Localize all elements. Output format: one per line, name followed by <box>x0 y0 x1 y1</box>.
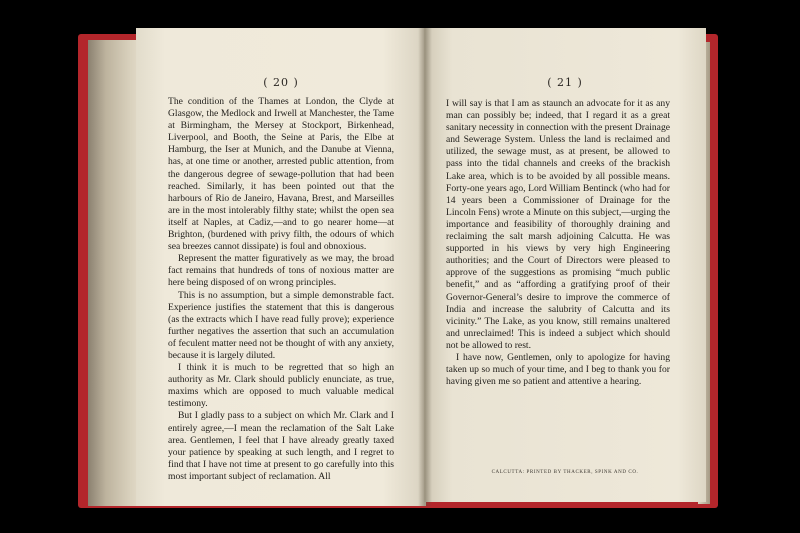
paragraph: Represent the matter figuratively as we may, the broad fact remains that hundreds of tons of noxious matter are here being disposed of on wrong principles. <box>168 253 394 289</box>
paragraph: But I gladly pass to a subject on which Mr. Clark and I entirely agree,—I mean the reclamation of the Salt Lake area. Gentlemen, I feel that I have already greatly taxed your patience by speaking at such length, and I regret to find that I have not time at present to go carefully into this most important subject of reclamation. All <box>168 410 394 482</box>
page-number-left: ( 20 ) <box>263 76 299 89</box>
printer-colophon: CALCUTTA: PRINTED BY THACKER, SPINK AND CO. <box>491 470 639 475</box>
left-page <box>136 28 426 506</box>
right-page <box>424 28 706 502</box>
paragraph: I think it is much to be regretted that so high an authority as Mr. Clark should publicly enunciate, as true, maxims which are opposed to much valuable medical testimony. <box>168 362 394 410</box>
paragraph: This is no assumption, but a simple demonstrable fact. Experience justifies the statement that this is dangerous (as the extracts which I have read fully prove); experience further negatives the assertion that such an accumulation of feculent matter need not be thought of with any anxiety, because it is largely diluted. <box>168 289 394 361</box>
book-gutter <box>418 28 432 506</box>
paragraph: The condition of the Thames at London, the Clyde at Glasgow, the Medlock and Irwell at Manchester, the Tame at Birmingham, the Mersey at Stockport, Birkenhead, Liverpool, and Booth, the Seine at Paris, the Elbe at Hamburg, the Iser at Munich, and the Danube at Vienna, has, at one time or another, arrested public attention, from the dangerous degree of sewage-pollution that had been reached. Similarly, it has been pointed out that the harbours of Rio de Janeiro, Havana, Brest, and Marseilles are in the most intolerably filthy state; whilst the open sea itself at Naples, at Cadiz,—and to go nearer home—at Brighton, (burdened with privy filth, the odours of which sea breezes cannot dissipate) is foul and obnoxious. <box>168 96 394 253</box>
right-page-text <box>446 98 670 388</box>
page-number-right: ( 21 ) <box>547 76 583 89</box>
left-page-text <box>168 96 394 483</box>
paragraph: I will say is that I am as staunch an advocate for it as any man can possibly be; indeed, that I regard it as a great sanitary necessity in connection with the present Drainage and Sewerage System. Unless the land is reclaimed and utilized, the sewage must, as at present, be allowed to pass into the tidal channels and creeks of the brackish Lake area, which is to be avoided by all possible means. Forty-one years ago, Lord William Bentinck (who had for 14 years been a Commissioner of Drainage for the Lincoln Fens) wrote a Minute on this subject,—urging the importance and feasibility of thoroughly draining and reclaiming the salt marsh adjoining Calcutta. He was supported in his views by very high Engineering authorities; and the Court of Directors were pleased to approve of the suggestions as promising “much public benefit,” and as “affording a gratifying proof of their Governor-General’s desire to improve the commerce of India and increase the salubrity of Calcutta and its vicinity.” The Lake, as you know, still remains unaltered and unreclaimed! This is indeed a subject which should not be allowed to rest. <box>446 98 670 351</box>
paragraph: I have now, Gentlemen, only to apologize for having taken up so much of your time, and I beg to thank you for having given me so patient and attentive a hearing. <box>446 351 670 388</box>
open-book <box>78 28 718 512</box>
